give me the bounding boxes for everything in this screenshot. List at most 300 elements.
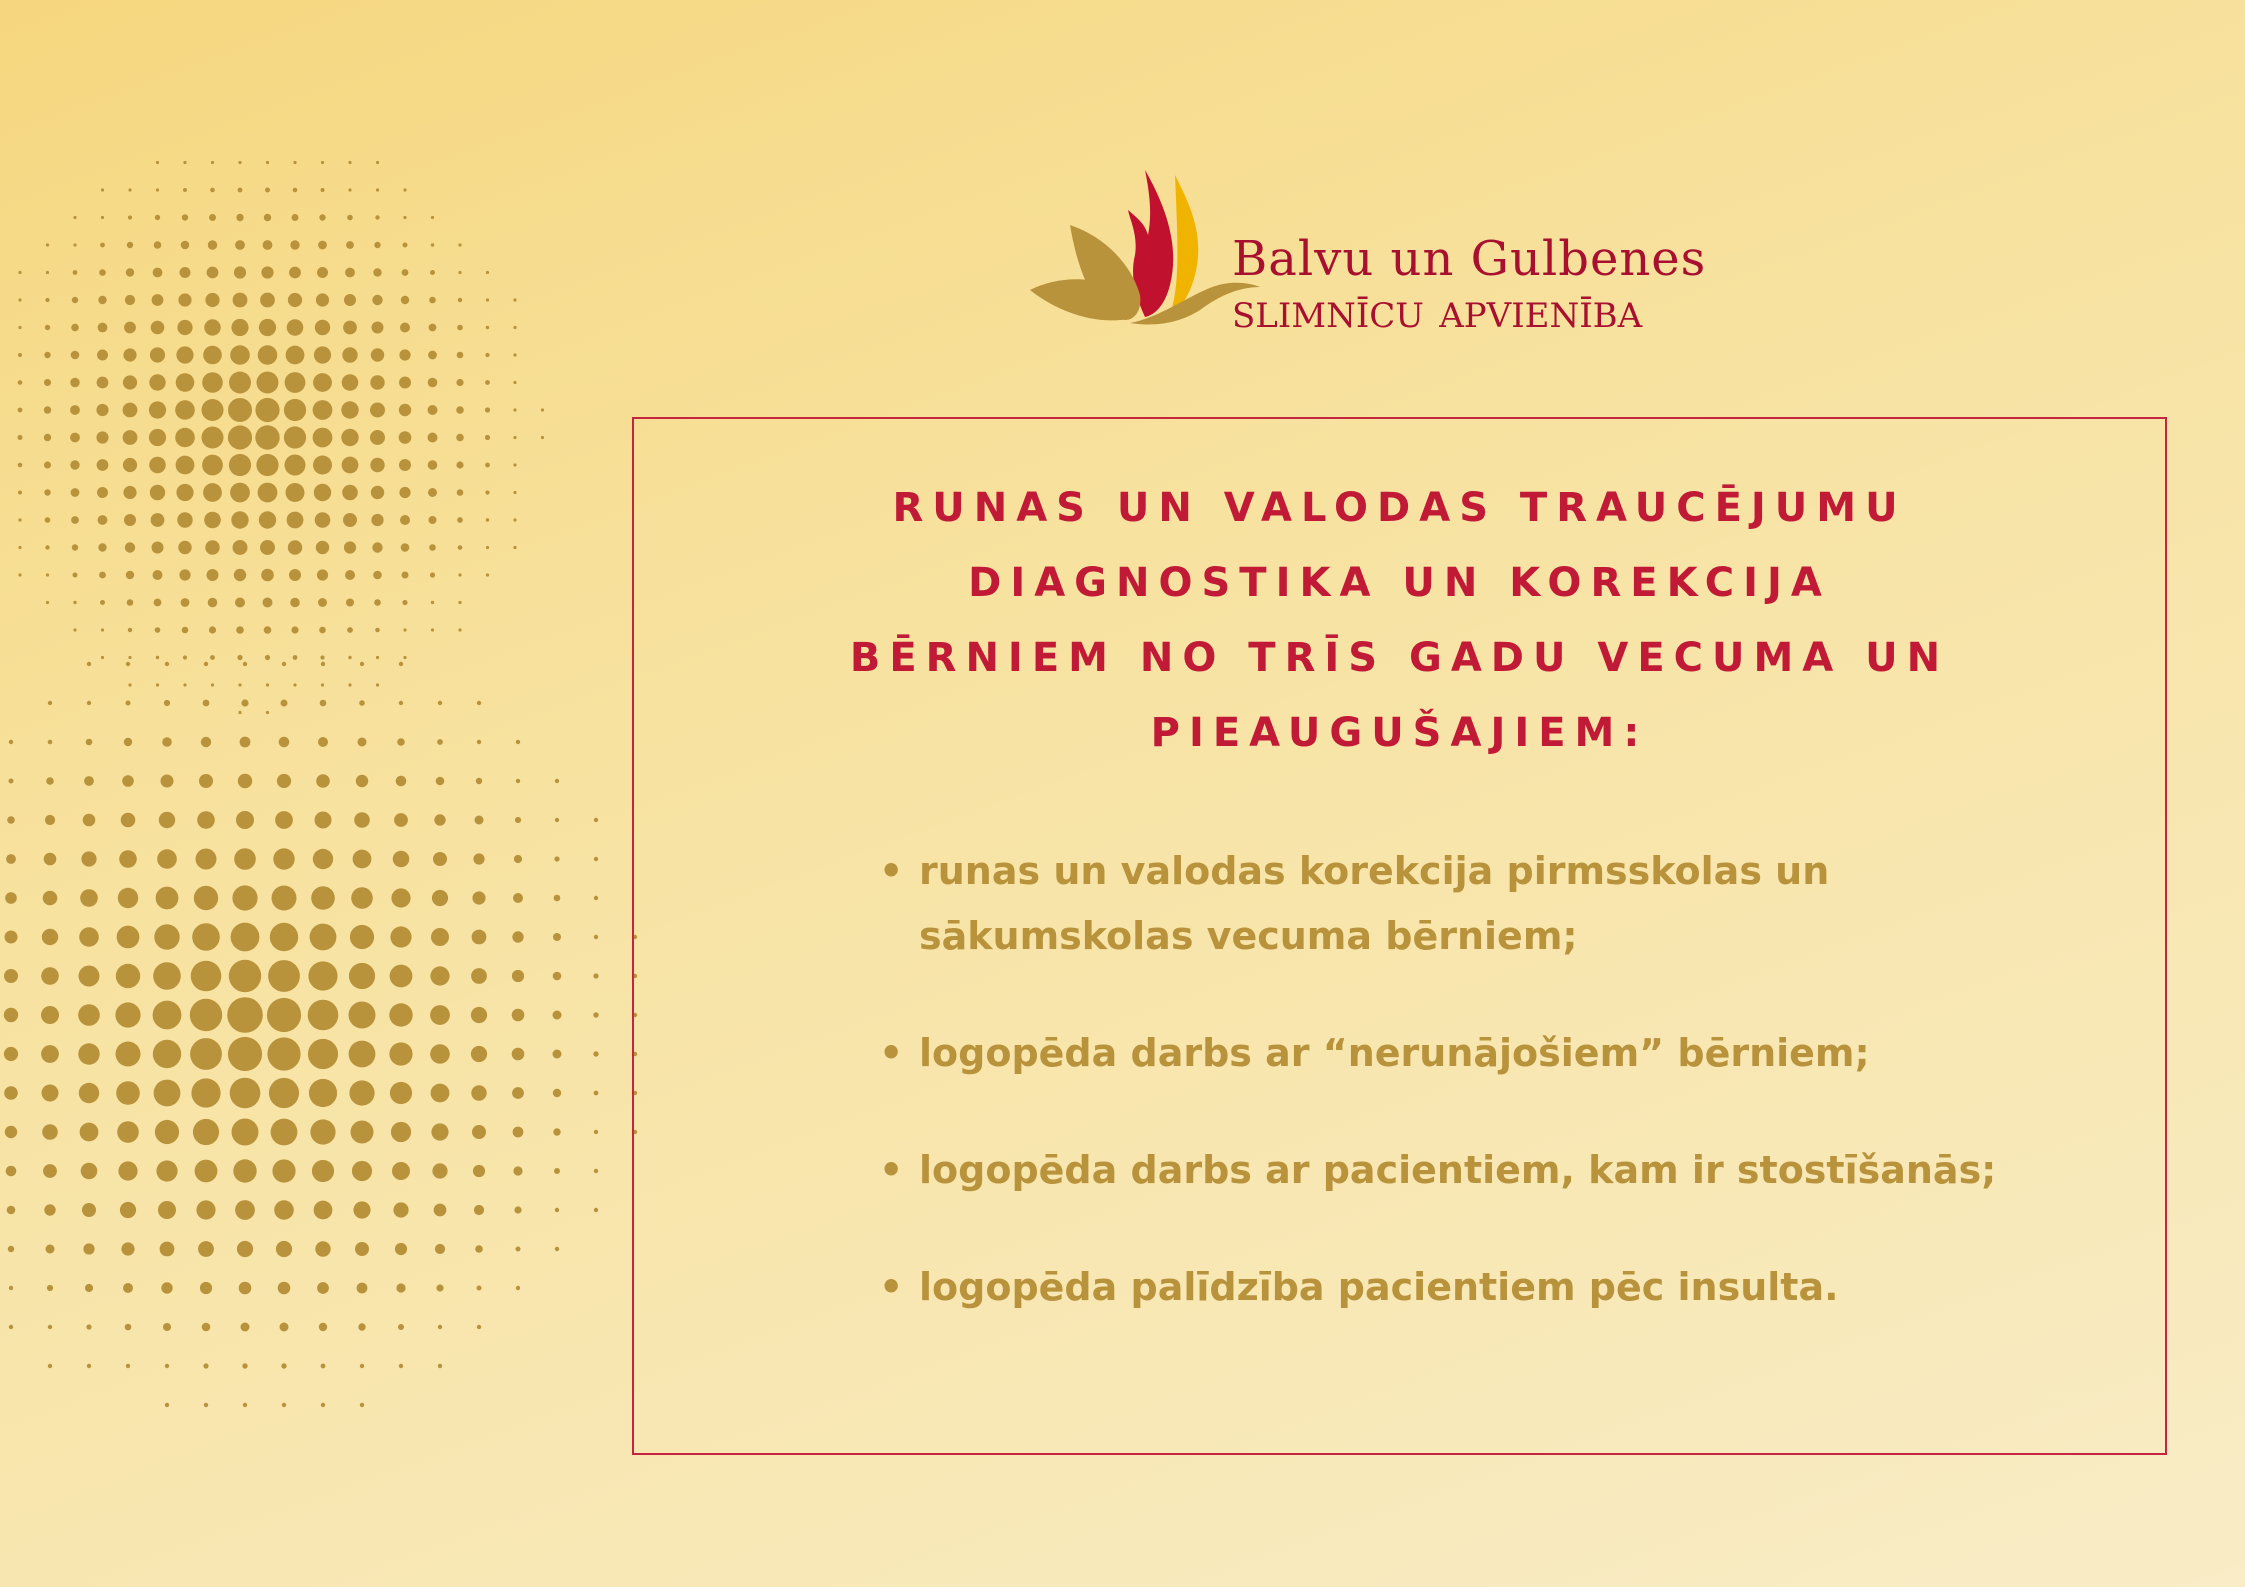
halftone-dot xyxy=(196,849,217,870)
halftone-dot xyxy=(42,1085,59,1102)
halftone-dot xyxy=(376,683,379,686)
halftone-dot xyxy=(228,1037,262,1071)
halftone-dot xyxy=(430,270,435,275)
halftone-dot xyxy=(344,294,356,306)
halftone-dot xyxy=(360,662,364,666)
halftone-dot xyxy=(202,372,223,393)
halftone-dot xyxy=(97,459,109,471)
halftone-dot xyxy=(277,774,291,788)
halftone-dot xyxy=(458,545,463,550)
halftone-dot xyxy=(18,435,23,440)
halftone-dot xyxy=(46,601,49,604)
halftone-dot xyxy=(5,892,17,904)
halftone-dot xyxy=(284,426,306,448)
halftone-dot xyxy=(233,540,248,555)
halftone-dot xyxy=(70,460,79,469)
halftone-dot xyxy=(287,319,304,336)
halftone-dot xyxy=(594,1091,599,1096)
halftone-dot xyxy=(347,627,353,633)
halftone-dot xyxy=(18,491,22,495)
halftone-dot xyxy=(87,1364,91,1368)
halftone-dot xyxy=(191,1078,220,1107)
halftone-dot xyxy=(293,655,298,660)
halftone-dot xyxy=(72,297,78,303)
halftone-dot xyxy=(486,518,489,521)
halftone-dot xyxy=(42,1124,58,1140)
halftone-dot xyxy=(486,546,489,549)
halftone-dot xyxy=(125,1324,132,1331)
halftone-dot xyxy=(45,325,50,330)
halftone-dot xyxy=(255,425,279,449)
halftone-dot xyxy=(183,161,186,164)
halftone-dot xyxy=(276,1241,292,1257)
halftone-dot xyxy=(513,546,516,549)
halftone-dot xyxy=(516,1247,521,1252)
halftone-dot xyxy=(233,293,248,308)
halftone-dot xyxy=(399,701,403,705)
halftone-dot xyxy=(485,380,490,385)
halftone-dot xyxy=(428,460,438,470)
halftone-dot xyxy=(476,778,482,784)
halftone-dot xyxy=(18,298,21,301)
halftone-dot xyxy=(194,886,218,910)
halftone-dot xyxy=(227,997,263,1033)
panel-title xyxy=(634,471,2165,771)
halftone-dot xyxy=(99,572,106,579)
halftone-dot xyxy=(264,626,272,634)
halftone-dot xyxy=(127,599,134,606)
halftone-dot xyxy=(154,599,162,607)
halftone-dot xyxy=(5,1126,17,1138)
halftone-dot xyxy=(99,269,106,276)
halftone-dot xyxy=(272,1159,295,1182)
halftone-dot xyxy=(176,484,193,501)
halftone-dot xyxy=(555,1208,559,1212)
halftone-dot xyxy=(235,1200,255,1220)
halftone-dot xyxy=(234,848,256,870)
halftone-dot xyxy=(126,268,134,276)
halftone-dot xyxy=(360,1364,364,1368)
halftone-dot xyxy=(123,348,136,361)
halftone-dot xyxy=(390,965,413,988)
services-list xyxy=(879,839,2079,1320)
halftone-dot xyxy=(259,319,276,336)
halftone-dot xyxy=(150,485,165,500)
halftone-dot xyxy=(126,662,130,666)
halftone-dot xyxy=(372,542,382,552)
halftone-dot xyxy=(473,1165,485,1177)
halftone-dot xyxy=(160,1242,175,1257)
halftone-dot xyxy=(513,1166,522,1175)
halftone-dot xyxy=(9,1325,13,1329)
halftone-dot xyxy=(235,598,245,608)
halftone-dot xyxy=(513,893,523,903)
halftone-dot xyxy=(456,461,463,468)
halftone-dot xyxy=(594,1169,598,1173)
title-line: BĒRNIEM NO TRĪS GADU VECUMA UN xyxy=(849,635,1950,681)
halftone-dot xyxy=(398,1324,404,1330)
halftone-dot xyxy=(320,655,324,659)
halftone-dot xyxy=(116,964,140,988)
halftone-dot xyxy=(312,1160,334,1182)
halftone-dot xyxy=(593,973,598,978)
halftone-dot xyxy=(101,628,104,631)
halftone-dot xyxy=(192,923,220,951)
halftone-dot xyxy=(126,701,131,706)
halftone-dot xyxy=(555,818,559,822)
halftone-dot xyxy=(204,1403,208,1407)
halftone-dot xyxy=(238,161,241,164)
halftone-dot xyxy=(392,1162,410,1180)
halftone-dot xyxy=(261,569,274,582)
list-item: • logopēda darbs ar “nerunājošiem” bērniem; xyxy=(879,1021,2079,1086)
halftone-dot xyxy=(73,270,78,275)
halftone-dot xyxy=(472,891,485,904)
halftone-dot xyxy=(181,241,190,250)
halftone-dot xyxy=(513,326,516,329)
halftone-dot xyxy=(269,1078,299,1108)
halftone-dot xyxy=(457,352,464,359)
halftone-dot xyxy=(202,399,224,421)
halftone-dot xyxy=(373,571,382,580)
halftone-dot xyxy=(434,814,445,825)
halftone-dot xyxy=(435,1244,445,1254)
halftone-dot xyxy=(266,711,269,714)
halftone-dot xyxy=(198,1241,214,1257)
halftone-dot xyxy=(116,1042,141,1067)
halftone-dot xyxy=(344,541,356,553)
halftone-dot xyxy=(513,298,516,301)
halftone-dot-pattern xyxy=(0,0,700,1500)
halftone-dot xyxy=(208,240,217,249)
halftone-dot xyxy=(9,1286,13,1290)
halftone-dot xyxy=(403,628,406,631)
halftone-dot xyxy=(210,188,215,193)
halftone-dot xyxy=(85,1284,93,1292)
halftone-dot xyxy=(391,888,410,907)
halftone-dot xyxy=(273,848,294,869)
halftone-dot xyxy=(70,405,80,415)
halftone-dot xyxy=(374,599,381,606)
halftone-dot xyxy=(177,512,192,527)
halftone-dot xyxy=(149,401,166,418)
halftone-dot xyxy=(236,811,254,829)
halftone-dot xyxy=(259,511,276,528)
halftone-dot xyxy=(86,739,93,746)
halftone-dot xyxy=(272,886,297,911)
halftone-dot xyxy=(288,293,302,307)
halftone-dot xyxy=(353,1201,370,1218)
halftone-dot xyxy=(356,775,368,787)
halftone-dot xyxy=(47,1285,53,1291)
halftone-dot xyxy=(390,926,411,947)
halftone-dot xyxy=(156,188,159,191)
title-line: RUNAS UN VALODAS TRAUCĒJUMU xyxy=(892,485,1907,531)
halftone-dot xyxy=(101,656,104,659)
halftone-dot xyxy=(321,683,324,686)
halftone-dot xyxy=(46,777,54,785)
halftone-dot xyxy=(403,656,406,659)
halftone-dot xyxy=(123,1283,133,1293)
halftone-dot xyxy=(313,400,333,420)
logo-line-2: slimnīcu apvienība xyxy=(1232,283,1643,339)
halftone-dot xyxy=(234,569,246,581)
halftone-dot xyxy=(594,1130,598,1134)
halftone-dot xyxy=(117,926,140,949)
halftone-dot xyxy=(477,701,481,705)
halftone-dot xyxy=(514,855,522,863)
halftone-dot xyxy=(433,852,447,866)
halftone-dot xyxy=(208,598,218,608)
halftone-dot xyxy=(236,214,243,221)
halftone-dot xyxy=(159,812,175,828)
halftone-dot xyxy=(18,518,21,521)
halftone-dot xyxy=(431,628,434,631)
halftone-dot xyxy=(429,516,437,524)
halftone-dot xyxy=(177,320,192,335)
halftone-dot xyxy=(554,1168,560,1174)
halftone-dot xyxy=(316,293,329,306)
halftone-dot xyxy=(42,929,58,945)
halftone-dot xyxy=(436,777,445,786)
halftone-dot xyxy=(390,1082,412,1104)
halftone-dot xyxy=(345,570,355,580)
halftone-dot xyxy=(486,298,489,301)
halftone-dot xyxy=(71,516,79,524)
halftone-dot xyxy=(376,188,379,191)
halftone-dot xyxy=(238,188,243,193)
halftone-dot xyxy=(472,930,487,945)
halftone-dot xyxy=(182,627,189,634)
halftone-dot xyxy=(84,776,94,786)
halftone-dot xyxy=(513,353,516,356)
halftone-dot xyxy=(73,573,78,578)
halftone-dot xyxy=(555,779,559,783)
halftone-dot xyxy=(541,408,544,411)
halftone-dot xyxy=(458,601,461,604)
halftone-dot xyxy=(395,1243,407,1255)
halftone-dot xyxy=(318,241,327,250)
halftone-dot xyxy=(163,1323,171,1331)
halftone-dot xyxy=(115,1002,140,1027)
halftone-dot xyxy=(396,1283,405,1292)
halftone-dot xyxy=(286,483,305,502)
halftone-dot xyxy=(278,1282,291,1295)
halftone-dot xyxy=(228,398,252,422)
halftone-dot xyxy=(229,372,251,394)
halftone-dot xyxy=(486,573,489,576)
halftone-dot xyxy=(399,487,410,498)
halftone-dot xyxy=(370,375,384,389)
halftone-dot xyxy=(202,1323,211,1332)
halftone-dot xyxy=(471,1046,487,1062)
halftone-dot xyxy=(310,924,337,951)
halftone-dot xyxy=(203,346,222,365)
halftone-dot xyxy=(127,242,133,248)
halftone-dot xyxy=(156,683,159,686)
halftone-dot xyxy=(400,515,410,525)
halftone-dot xyxy=(456,406,464,414)
halftone-dot xyxy=(270,923,298,951)
halftone-dot xyxy=(432,1163,447,1178)
halftone-dot xyxy=(315,512,331,528)
halftone-dot xyxy=(477,1325,481,1329)
halftone-dot xyxy=(73,601,76,604)
halftone-dot xyxy=(429,544,436,551)
halftone-dot xyxy=(207,267,219,279)
halftone-dot xyxy=(315,1241,330,1256)
halftone-dot xyxy=(279,737,290,748)
halftone-dot xyxy=(280,1323,289,1332)
halftone-dot xyxy=(370,403,385,418)
halftone-dot xyxy=(44,1204,55,1215)
halftone-dot xyxy=(258,345,278,365)
halftone-dot xyxy=(155,1120,179,1144)
halftone-dot xyxy=(352,1161,372,1181)
halftone-dot xyxy=(458,573,461,576)
halftone-dot xyxy=(83,1243,94,1254)
halftone-dot xyxy=(118,1161,137,1180)
halftone-dot xyxy=(175,400,195,420)
halftone-dot xyxy=(73,243,76,246)
halftone-dot xyxy=(203,700,210,707)
halftone-dot xyxy=(429,297,436,304)
halftone-dot xyxy=(266,683,269,686)
halftone-dot xyxy=(71,324,79,332)
halftone-dot xyxy=(289,267,301,279)
halftone-dot xyxy=(242,1363,247,1368)
halftone-dot xyxy=(553,1128,560,1135)
halftone-dot xyxy=(149,374,165,390)
halftone-dot xyxy=(237,1241,253,1257)
halftone-dot xyxy=(123,430,138,445)
halftone-dot xyxy=(153,268,163,278)
halftone-dot xyxy=(5,931,18,944)
halftone-dot xyxy=(155,627,161,633)
halftone-dot xyxy=(128,683,131,686)
halftone-dot xyxy=(308,961,337,990)
halftone-dot xyxy=(255,398,279,422)
halftone-dot xyxy=(555,1247,559,1251)
halftone-dot xyxy=(458,298,462,302)
halftone-dot xyxy=(176,373,195,392)
halftone-dot xyxy=(199,774,213,788)
halftone-dot xyxy=(229,454,251,476)
halftone-dot xyxy=(376,161,379,164)
halftone-dot xyxy=(41,967,59,985)
halftone-dot xyxy=(233,1159,256,1182)
halftone-dot xyxy=(121,1242,134,1255)
halftone-dot xyxy=(282,662,286,666)
halftone-dot xyxy=(358,1323,365,1330)
halftone-dot xyxy=(149,457,166,474)
halftone-dot xyxy=(308,1000,339,1031)
halftone-dot xyxy=(153,1040,181,1068)
halftone-dot xyxy=(176,346,193,363)
halftone-dot xyxy=(281,1363,286,1368)
halftone-dot xyxy=(43,891,58,906)
halftone-dot xyxy=(228,425,252,449)
halftone-dot xyxy=(48,701,52,705)
halftone-dot xyxy=(45,545,49,549)
halftone-dot xyxy=(231,319,248,336)
halftone-dot xyxy=(44,434,51,441)
halftone-dot xyxy=(154,241,162,249)
halftone-dot xyxy=(204,662,208,666)
halftone-dot xyxy=(154,1080,181,1107)
halftone-dot xyxy=(73,216,76,219)
halftone-dot xyxy=(152,294,164,306)
halftone-dot xyxy=(485,353,489,357)
title-line: DIAGNOSTIKA UN KOREKCIJA xyxy=(968,560,1831,606)
halftone-dot xyxy=(263,598,273,608)
halftone-dot xyxy=(321,1403,325,1407)
halftone-dot xyxy=(98,323,108,333)
halftone-dot xyxy=(553,972,562,981)
halftone-dot xyxy=(80,889,98,907)
list-item: • logopēda palīdzība pacientiem pēc insulta. xyxy=(879,1255,2079,1320)
halftone-dot xyxy=(355,1242,369,1256)
halftone-dot xyxy=(81,1163,98,1180)
halftone-dot xyxy=(458,271,461,274)
halftone-dot xyxy=(119,850,137,868)
halftone-dot xyxy=(430,572,435,577)
halftone-dot xyxy=(153,570,163,580)
halftone-dot xyxy=(431,601,434,604)
halftone-dot xyxy=(311,886,335,910)
halftone-dot xyxy=(241,1323,250,1332)
halftone-dot xyxy=(431,1084,450,1103)
halftone-dot xyxy=(7,816,15,824)
halftone-dot xyxy=(349,1041,376,1068)
halftone-dot xyxy=(125,295,135,305)
halftone-dot xyxy=(78,1043,99,1064)
halftone-dot xyxy=(230,345,250,365)
halftone-dot xyxy=(101,216,104,219)
halftone-dot xyxy=(317,569,328,580)
halftone-dot xyxy=(18,353,22,357)
halftone-dot xyxy=(314,484,331,501)
halftone-dot xyxy=(151,513,165,527)
halftone-dot xyxy=(79,927,99,947)
halftone-dot xyxy=(342,374,359,391)
halftone-dot xyxy=(428,488,437,497)
halftone-dot xyxy=(594,896,598,900)
halftone-dot xyxy=(4,1086,18,1100)
halftone-dot xyxy=(232,1119,259,1146)
halftone-dot xyxy=(123,486,136,499)
halftone-dot xyxy=(403,243,408,248)
halftone-dot xyxy=(165,1364,169,1368)
halftone-dot xyxy=(45,517,51,523)
halftone-dot xyxy=(264,214,271,221)
halftone-dot xyxy=(48,1325,52,1329)
halftone-dot xyxy=(359,700,365,706)
halftone-dot xyxy=(514,1206,521,1213)
halftone-dot xyxy=(260,540,275,555)
halftone-dot xyxy=(100,243,105,248)
halftone-dot xyxy=(124,514,136,526)
halftone-dot xyxy=(18,380,23,385)
halftone-dot xyxy=(308,1039,338,1069)
halftone-dot xyxy=(241,699,248,706)
halftone-dot xyxy=(9,779,14,784)
halftone-dot xyxy=(341,429,358,446)
halftone-dot xyxy=(18,326,21,329)
halftone-dot xyxy=(83,814,96,827)
halftone-dot xyxy=(97,377,109,389)
halftone-dot xyxy=(471,1085,486,1100)
